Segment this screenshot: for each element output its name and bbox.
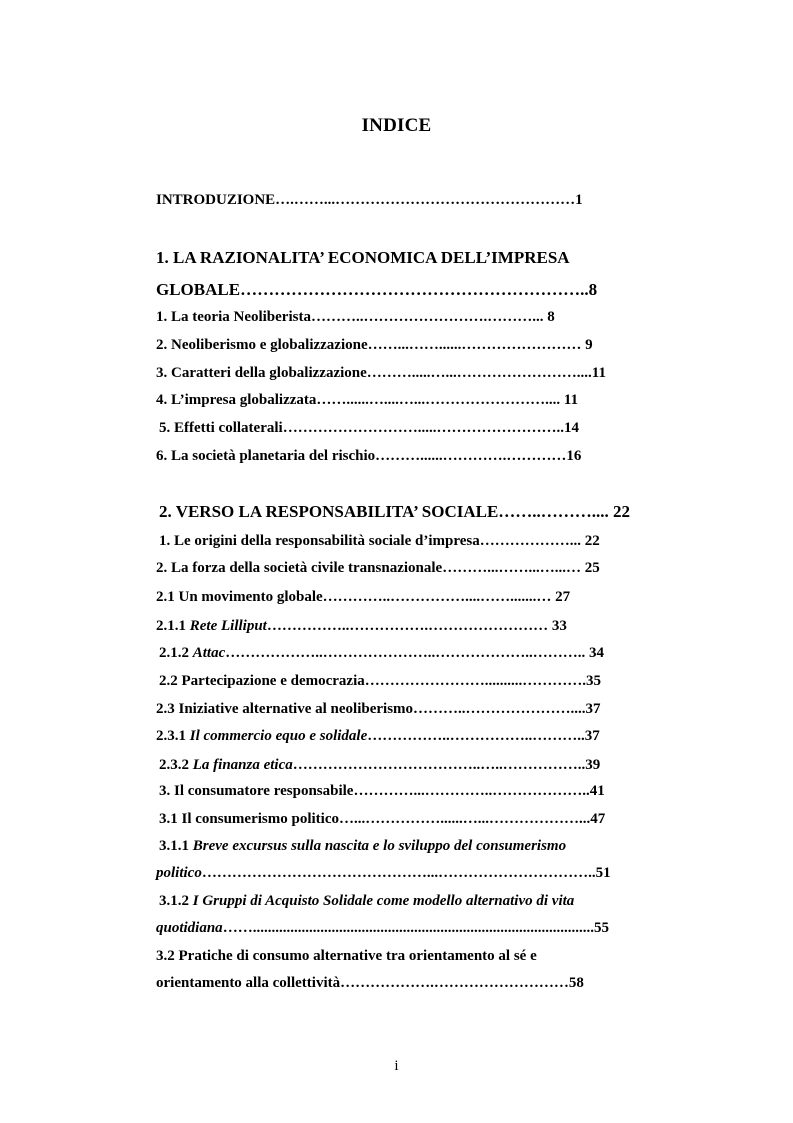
toc-entry-2-1: 1. Le origini della responsabilità sociale d’impresa………………... 22 <box>159 533 600 549</box>
toc-entry-italic-title: Rete Lilliput <box>189 618 267 634</box>
toc-entry-leader-page: ……………..……………..………..37 <box>367 728 600 744</box>
toc-entry-italic-title: Il commercio equo e solidale <box>189 728 368 744</box>
toc-chapter-1-line-2: GLOBALE……………………………………………………..8 <box>156 280 598 299</box>
toc-entry-number: 2.1.2 <box>159 645 193 661</box>
toc-entry-number: 2.1.1 <box>156 618 190 634</box>
toc-entry-number: 2.3.2 <box>159 757 193 773</box>
toc-entry-2-2: 2. La forza della società civile transnazionale………...……...…...… 25 <box>156 560 600 576</box>
toc-entry-2-10: 3. Il consumatore responsabile…………...…………..………………..41 <box>159 783 605 799</box>
toc-entry-number: 3.1.1 <box>159 838 193 854</box>
toc-entry-leader-page: ………………………………………...…………………………..51 <box>201 865 611 881</box>
toc-entry-leader-page: ………………………………..…..……………..39 <box>292 757 601 773</box>
toc-entry-1-1: 1. La teoria Neoliberista………..…………………….………... 8 <box>156 309 555 325</box>
toc-entry-2-9 <box>159 756 600 774</box>
toc-entry-2-6: 2.2 Partecipazione e democrazia……………………..........………….35 <box>159 673 602 689</box>
page-number: i <box>394 1058 399 1074</box>
toc-entry-leader-page: ………………..…………………..………………..……….. 34 <box>225 645 604 661</box>
toc-entry-2-5 <box>159 644 604 662</box>
toc-entry-italic-title: quotidiana <box>156 920 223 936</box>
toc-entry-1-2: 2. Neoliberismo e globalizzazione……...……......…………………… 9 <box>156 337 593 353</box>
toc-entry-italic-title: La finanza etica <box>192 757 293 773</box>
toc-entry-2-13-line-1 <box>159 892 574 910</box>
toc-entry-2-4 <box>156 617 567 635</box>
toc-entry-number: 2.3.1 <box>156 728 190 744</box>
toc-chapter-1-line-1: 1. LA RAZIONALITA’ ECONOMICA DELL’IMPRESA <box>156 248 570 267</box>
toc-entry-2-3: 2.1 Un movimento globale…………..……………....…….......… 27 <box>156 589 571 605</box>
toc-entry-italic-title: Attac <box>192 645 226 661</box>
toc-entry-2-13-line-2 <box>156 919 609 937</box>
toc-entry-italic-title: politico <box>156 865 202 881</box>
toc-entry-2-12-line-1 <box>159 837 566 855</box>
toc-entry-2-11: 3.1 Il consumerismo politico…...……………......…...………………...47 <box>159 811 606 827</box>
toc-entry-1-5: 5. Effetti collaterali……………………….....……………………..14 <box>159 420 579 436</box>
toc-entry-2-14-line-1: 3.2 Pratiche di consumo alternative tra orientamento al sé e <box>156 948 537 964</box>
toc-entry-2-14-line-2: orientamento alla collettività……………….………………………58 <box>156 975 584 991</box>
toc-entry-2-12-line-2 <box>156 864 611 882</box>
toc-entry-2-7: 2.3 Iniziative alternative al neoliberismo………..…………………....37 <box>156 701 601 717</box>
toc-entry-1-4: 4. L’impresa globalizzata……......…....…...…………………….... 11 <box>156 392 579 408</box>
toc-entry-1-3: 3. Caratteri della globalizzazione……….....…...……………………....11 <box>156 365 606 381</box>
toc-entry-introduzione: INTRODUZIONE….……...…………………………………………1 <box>156 192 583 208</box>
toc-entry-number: 3.1.2 <box>159 893 193 909</box>
toc-entry-1-6: 6. La società planetaria del rischio………......………….…………16 <box>156 448 582 464</box>
toc-entry-italic-title: Breve excursus sulla nascita e lo sviluppo del consumerismo <box>192 838 567 854</box>
toc-entry-leader-page: ……………..…………….…………………… 33 <box>266 618 567 634</box>
toc-entry-leader-page: ……...........................................................................................55 <box>222 920 609 936</box>
toc-entry-italic-title: I Gruppi di Acquisto Solidale come modello alternativo di vita <box>192 893 575 909</box>
toc-chapter-2: 2. VERSO LA RESPONSABILITA’ SOCIALE……..……….... 22 <box>159 502 631 521</box>
toc-entry-2-8 <box>156 727 600 745</box>
page-title: INDICE <box>361 115 432 136</box>
